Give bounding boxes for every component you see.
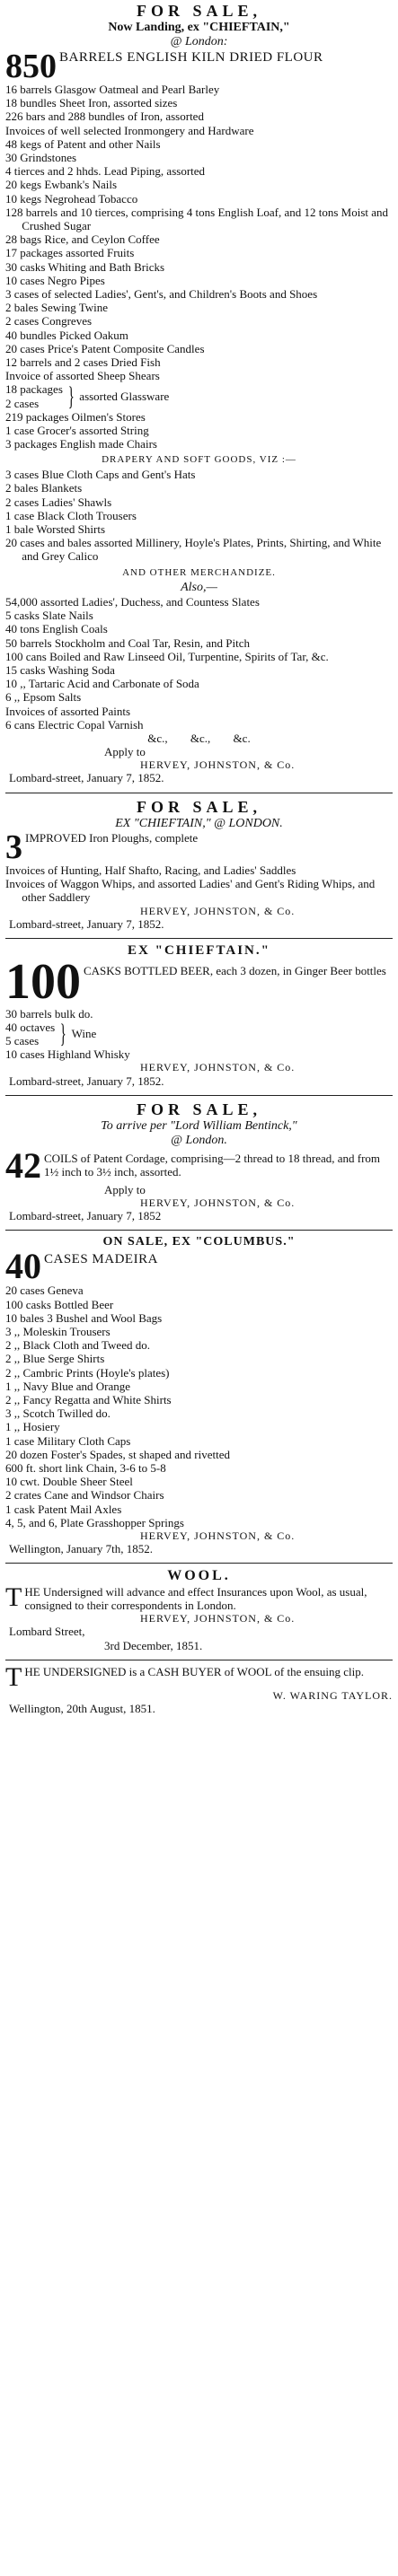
- list-item: Invoices of well selected Ironmongery and Hardware: [5, 123, 254, 137]
- list-item: 5 casks Slate Nails: [5, 609, 93, 623]
- list-item: 6 cans Electric Copal Varnish: [5, 717, 144, 732]
- ad-chieftain-ploughs: [5, 796, 393, 933]
- lead-text: IMPROVED Iron Ploughs, complete: [25, 830, 199, 845]
- list-item: 50 barrels Stockholm and Coal Tar, Resin, and Pitch: [5, 635, 251, 650]
- list-item: 17 packages assorted Fruits: [5, 246, 135, 260]
- list-item: 4 tierces and 2 hhds. Lead Piping, assorted: [5, 164, 206, 179]
- list-item: 600 ft. short link Chain, 3-6 to 5-8: [5, 1460, 166, 1475]
- ad-chieftain-flour: [5, 0, 393, 788]
- date-line: Lombard Street,: [9, 1625, 85, 1639]
- ad-port: @ London.: [171, 1134, 227, 1148]
- list-item: 30 casks Whiting and Bath Bricks: [5, 259, 165, 274]
- list-item: 1 case Military Cloth Caps: [5, 1433, 131, 1448]
- ad-subheading: To arrive per "Lord William Bentinck,": [101, 1118, 297, 1133]
- ad-heading: FOR SALE,: [136, 2, 262, 20]
- signature: HERVEY, JOHNSTON, & Co.: [140, 1529, 296, 1542]
- brace-glyph: }: [59, 1019, 67, 1049]
- list-item: 20 cases Geneva: [5, 1284, 84, 1298]
- list-item: 3 packages English made Chairs: [5, 437, 157, 451]
- apply-to: Apply to: [104, 1182, 146, 1196]
- lead-item: [5, 1246, 393, 1287]
- list-item: 2 cases Congreves: [5, 314, 93, 329]
- list-item: 40 bundles Picked Oakum: [5, 328, 128, 342]
- lead-number: 3: [5, 828, 22, 866]
- list-item: 2 cases Ladies' Shawls: [5, 495, 112, 509]
- item-list: [5, 83, 393, 382]
- list-item: 100 casks Bottled Beer: [5, 1297, 114, 1311]
- list-item: 2 ,, Blue Serge Shirts: [5, 1352, 105, 1366]
- list-item: 30 Grindstones: [5, 150, 77, 164]
- list-item: 10 ,, Tartaric Acid and Carbonate of Soda: [5, 677, 199, 691]
- ad-heading: ON SALE, EX "COLUMBUS.": [102, 1234, 296, 1249]
- list-item: 128 barrels and 10 tierces, comprising 4 tons English Loaf, and 12 tons Moist and Crushed Sugar: [5, 205, 389, 232]
- list-item: 20 kegs Ewbank's Nails: [5, 178, 118, 192]
- ad-cash-buyer: [5, 1663, 393, 1718]
- list-item: 10 cwt. Double Sheer Steel: [5, 1475, 133, 1489]
- list-item: 48 kegs of Patent and other Nails: [5, 136, 161, 151]
- ad-subheading: Now Landing, ex "CHIEFTAIN,": [108, 21, 290, 35]
- signature: HERVEY, JOHNSTON, & Co.: [140, 1612, 296, 1625]
- list-item: 1 bale Worsted Shirts: [5, 522, 106, 537]
- drop-cap-paragraph: [5, 1582, 393, 1613]
- list-item: 2 ,, Black Cloth and Tweed do.: [5, 1338, 150, 1353]
- ad-heading: EX "CHIEFTAIN.": [128, 942, 270, 958]
- date-line: 3rd December, 1851.: [104, 1638, 203, 1652]
- braced-label: Wine: [71, 1027, 97, 1041]
- signature: HERVEY, JOHNSTON, & Co.: [140, 758, 296, 772]
- paragraph-text: HE Undersigned will advance and effect Insurances upon Wool, as usual, consigned to their correspondents in London.: [24, 1584, 367, 1613]
- list-item: 2 ,, Fancy Regatta and White Shirts: [5, 1392, 172, 1406]
- list-item: 10 bales 3 Bushel and Wool Bags: [5, 1310, 163, 1325]
- divider: [5, 1563, 393, 1564]
- etcetera-line: &c., &c., &c.: [147, 731, 251, 745]
- list-item: 40 tons English Coals: [5, 622, 108, 636]
- list-item: 10 cases Negro Pipes: [5, 273, 105, 287]
- divider: [5, 1230, 393, 1231]
- date-line: Lombard-street, January 7, 1852: [9, 1208, 162, 1222]
- list-item: 3 cases of selected Ladies', Gent's, and Children's Boots and Shoes: [5, 286, 318, 301]
- lead-text: CASKS BOTTLED BEER, each 3 dozen, in Ginger Beer bottles: [84, 964, 386, 978]
- lead-text: COILS of Patent Cordage, comprising—2 thread to 18 thread, and from 1½ inch to 3½ inch, assorted.: [44, 1151, 381, 1178]
- section-heading: AND OTHER MERCHANDIZE.: [122, 566, 276, 578]
- date-line: Wellington, 20th August, 1851.: [9, 1701, 155, 1715]
- signature: HERVEY, JOHNSTON, & Co.: [140, 1196, 296, 1209]
- list-item: 3 ,, Moleskin Trousers: [5, 1324, 111, 1338]
- lead-number: 40: [5, 1246, 41, 1287]
- signature: HERVEY, JOHNSTON, & Co.: [140, 1061, 296, 1074]
- drop-cap: T: [5, 1661, 22, 1692]
- date-line: Lombard-street, January 7, 1852.: [9, 916, 164, 931]
- brace-glyph: }: [67, 381, 75, 411]
- list-item: 3 ,, Scotch Twilled do.: [5, 1406, 111, 1421]
- date-line: Lombard-street, January 7, 1852.: [9, 1073, 164, 1088]
- list-item: Invoices of Hunting, Half Shafto, Racing, and Ladies' Saddles: [5, 863, 296, 878]
- list-item: Invoices of Waggon Whips, and assorted Ladies' and Gent's Riding Whips, and other Saddlery: [5, 877, 376, 905]
- drop-cap-paragraph: [5, 1661, 393, 1692]
- ad-heading: WOOL.: [167, 1568, 231, 1584]
- drop-cap: T: [5, 1582, 22, 1612]
- braced-group: [5, 1021, 393, 1047]
- list-item: Invoice of assorted Sheep Shears: [5, 369, 160, 383]
- braced-item: 5 cases: [5, 1034, 40, 1048]
- list-item: 2 crates Cane and Windsor Chairs: [5, 1488, 164, 1503]
- list-item: 3 cases Blue Cloth Caps and Gent's Hats: [5, 468, 196, 482]
- signature: W. WARING TAYLOR.: [272, 1688, 393, 1702]
- list-item: 10 cases Highland Whisky: [5, 1047, 130, 1062]
- ad-columbus: [5, 1233, 393, 1558]
- list-item: 12 barrels and 2 cases Dried Fish: [5, 355, 161, 369]
- braced-item: 18 packages: [5, 382, 63, 397]
- lead-item: [5, 954, 393, 1011]
- list-item: 15 casks Washing Soda: [5, 662, 115, 677]
- braced-item: 40 octaves: [5, 1020, 56, 1034]
- ad-heading: FOR SALE,: [136, 1100, 262, 1118]
- list-item: 18 bundles Sheet Iron, assorted sizes: [5, 96, 178, 110]
- list-item: 6 ,, Epsom Salts: [5, 690, 82, 705]
- list-item: 28 bags Rice, and Ceylon Coffee: [5, 232, 160, 247]
- list-item: 1 ,, Navy Blue and Orange: [5, 1379, 130, 1393]
- ad-chieftain-beer: [5, 942, 393, 1091]
- list-item: 1 ,, Hosiery: [5, 1420, 60, 1434]
- list-item: 2 ,, Cambric Prints (Hoyle's plates): [5, 1365, 170, 1380]
- list-item: 30 barrels bulk do.: [5, 1006, 93, 1021]
- lead-number: 850: [5, 47, 57, 85]
- apply-to: Apply to: [104, 745, 146, 759]
- lead-text: BARRELS ENGLISH KILN DRIED FLOUR: [59, 49, 323, 65]
- lead-item: [5, 47, 393, 85]
- divider: [5, 1095, 393, 1096]
- ad-subheading: EX "CHIEFTAIN," @ LONDON.: [115, 816, 283, 830]
- list-item: 20 cases Price's Patent Composite Candles: [5, 341, 205, 355]
- list-item: 20 cases and bales assorted Millinery, Hoyle's Plates, Prints, Shirting, and White and Grey Calico: [5, 536, 382, 564]
- list-item: 1 case Black Cloth Trousers: [5, 508, 137, 522]
- list-item: 10 kegs Negrohead Tobacco: [5, 191, 138, 206]
- divider: [5, 938, 393, 939]
- list-item: 226 bars and 288 bundles of Iron, assorted: [5, 110, 204, 124]
- list-item: 54,000 assorted Ladies', Duchess, and Countess Slates: [5, 594, 260, 609]
- list-item: 2 bales Blankets: [5, 481, 83, 495]
- list-item: 219 packages Oilmen's Stores: [5, 409, 146, 424]
- section-heading: DRAPERY AND SOFT GOODS, VIZ :—: [102, 454, 296, 466]
- braced-item: 2 cases: [5, 396, 40, 410]
- ad-wool-insurance: [5, 1566, 393, 1655]
- list-item: 20 dozen Foster's Spades, st shaped and rivetted: [5, 1447, 231, 1461]
- braced-label: assorted Glassware: [79, 389, 170, 403]
- ad-heading: FOR SALE,: [136, 797, 262, 816]
- also-heading: Also,—: [181, 580, 217, 594]
- list-item: 4, 5, and 6, Plate Grasshopper Springs: [5, 1515, 184, 1529]
- date-line: Lombard-street, January 7, 1852.: [9, 771, 164, 785]
- list-item: 16 barrels Glasgow Oatmeal and Pearl Barley: [5, 82, 220, 96]
- lead-text: CASES MADEIRA: [44, 1252, 158, 1267]
- list-item: 1 case Grocer's assorted String: [5, 423, 149, 437]
- list-item: Invoices of assorted Paints: [5, 704, 131, 718]
- lead-number: 42: [5, 1144, 41, 1186]
- lead-item: [5, 828, 393, 866]
- list-item: 2 bales Sewing Twine: [5, 301, 109, 315]
- signature: HERVEY, JOHNSTON, & Co.: [140, 904, 296, 917]
- paragraph-text: HE UNDERSIGNED is a CASH BUYER of WOOL of the ensuing clip.: [24, 1664, 365, 1678]
- date-line: Wellington, January 7th, 1852.: [9, 1542, 153, 1555]
- lead-number: 100: [5, 954, 81, 1011]
- list-item: 100 cans Boiled and Raw Linseed Oil, Turpentine, Spirits of Tar, &c.: [5, 649, 329, 663]
- ad-port: @ London:: [170, 35, 228, 49]
- lead-item: [5, 1144, 393, 1186]
- ad-cordage: [5, 1099, 393, 1225]
- braced-group: [5, 382, 393, 409]
- list-item: 1 cask Patent Mail Axles: [5, 1502, 122, 1516]
